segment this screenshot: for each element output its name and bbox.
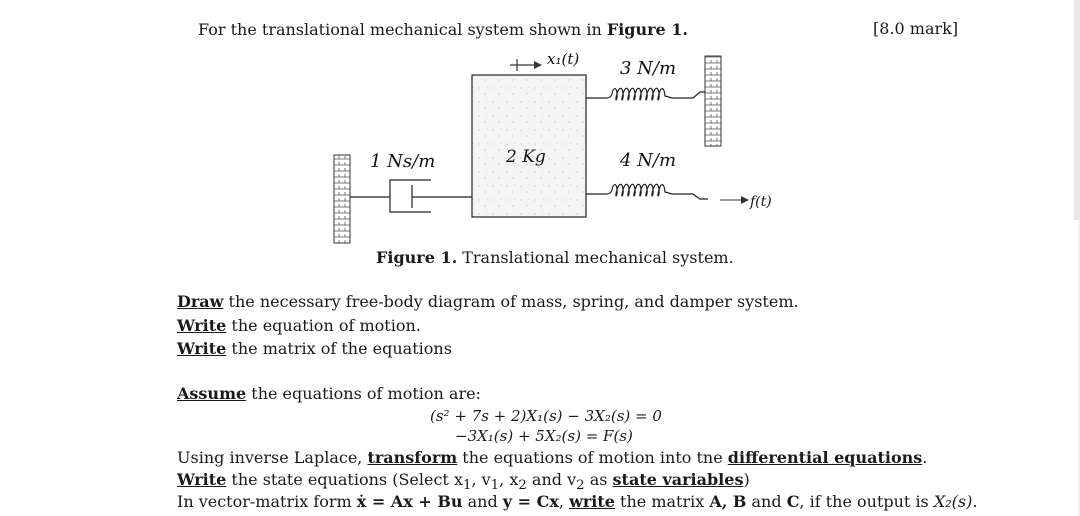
task-item xyxy=(177,339,452,359)
text-segment: , v xyxy=(471,470,491,489)
marks-label: [8.0 mark] xyxy=(873,19,959,38)
text-segment: C xyxy=(786,492,800,511)
text-segment: In vector-matrix form xyxy=(177,492,357,511)
damper xyxy=(350,180,472,212)
task-item xyxy=(177,316,421,336)
text-segment: A, B xyxy=(709,492,747,511)
text-segment: Write xyxy=(177,470,227,489)
assume-text: the equations of motion are: xyxy=(246,384,481,403)
text-segment: write xyxy=(569,492,615,511)
caption-label: Figure 1. xyxy=(376,248,458,267)
text-segment: 1 xyxy=(462,478,472,494)
assume-line xyxy=(177,384,481,404)
damper-label: 1 Ns/m xyxy=(370,151,436,172)
mass-label: 2 Kg xyxy=(506,147,546,167)
task-text: the matrix of the equations xyxy=(226,339,452,358)
text-segment: ẋ = Ax + Bu xyxy=(356,492,463,511)
text-segment: 2 xyxy=(518,478,527,494)
text-segment: the equations of motion into tne xyxy=(457,448,728,467)
task-verb: Draw xyxy=(177,292,224,311)
text-segment: Using inverse Laplace, xyxy=(177,448,368,467)
task-verb: Write xyxy=(177,316,227,335)
text-segment: differential equations xyxy=(727,448,923,467)
assume-verb: Assume xyxy=(177,384,247,403)
mass-block xyxy=(472,75,586,217)
text-segment: 2 xyxy=(576,478,585,494)
inverse-laplace-line xyxy=(177,448,927,468)
text-segment: state variables xyxy=(612,470,744,489)
text-segment: the state equations (Select x xyxy=(226,470,463,489)
text-segment: as xyxy=(584,470,613,489)
spring-top xyxy=(586,88,705,100)
equation-2: −3X₁(s) + 5X₂(s) = F(s) xyxy=(455,427,633,445)
task-text: the equation of motion. xyxy=(226,316,421,335)
displacement-arrow xyxy=(510,59,542,71)
text-segment: X₂(s) xyxy=(933,492,973,511)
task-text: the necessary free-body diagram of mass, spring, and damper system. xyxy=(223,292,799,311)
spring-top-label: 3 N/m xyxy=(620,58,677,79)
text-segment: . xyxy=(972,492,978,511)
text-segment: y = Cx xyxy=(502,492,559,511)
task-verb: Write xyxy=(177,339,227,358)
text-segment: 1 xyxy=(490,478,500,494)
text-segment: , if the output is xyxy=(799,492,934,511)
text-segment: . xyxy=(922,448,928,467)
question-figure-ref: Figure 1. xyxy=(606,20,688,39)
left-wall xyxy=(334,155,350,243)
force-arrow xyxy=(720,196,749,204)
text-segment: , x xyxy=(499,470,519,489)
caption-text: Translational mechanical system. xyxy=(457,248,734,267)
equation-1: (s² + 7s + 2)X₁(s) − 3X₂(s) = 0 xyxy=(430,407,662,425)
task-item xyxy=(177,292,799,312)
force-label: f(t) xyxy=(750,194,772,210)
text-segment: and xyxy=(746,492,787,511)
text-segment: and xyxy=(462,492,503,511)
displacement-label: x₁(t) xyxy=(547,50,580,68)
spring-bottom-label: 4 N/m xyxy=(620,150,677,171)
vector-matrix-line xyxy=(177,492,977,512)
figure-caption xyxy=(376,248,734,268)
text-segment: , xyxy=(558,492,570,511)
text-segment: ) xyxy=(743,470,750,489)
text-segment: the matrix xyxy=(614,492,710,511)
spring-bottom xyxy=(586,184,708,199)
mechanical-system-figure xyxy=(0,0,1080,250)
text-segment: and v xyxy=(526,470,577,489)
question-prefix: For the translational mechanical system shown in xyxy=(198,20,607,39)
right-wall xyxy=(705,56,721,146)
text-segment: transform xyxy=(367,448,458,467)
